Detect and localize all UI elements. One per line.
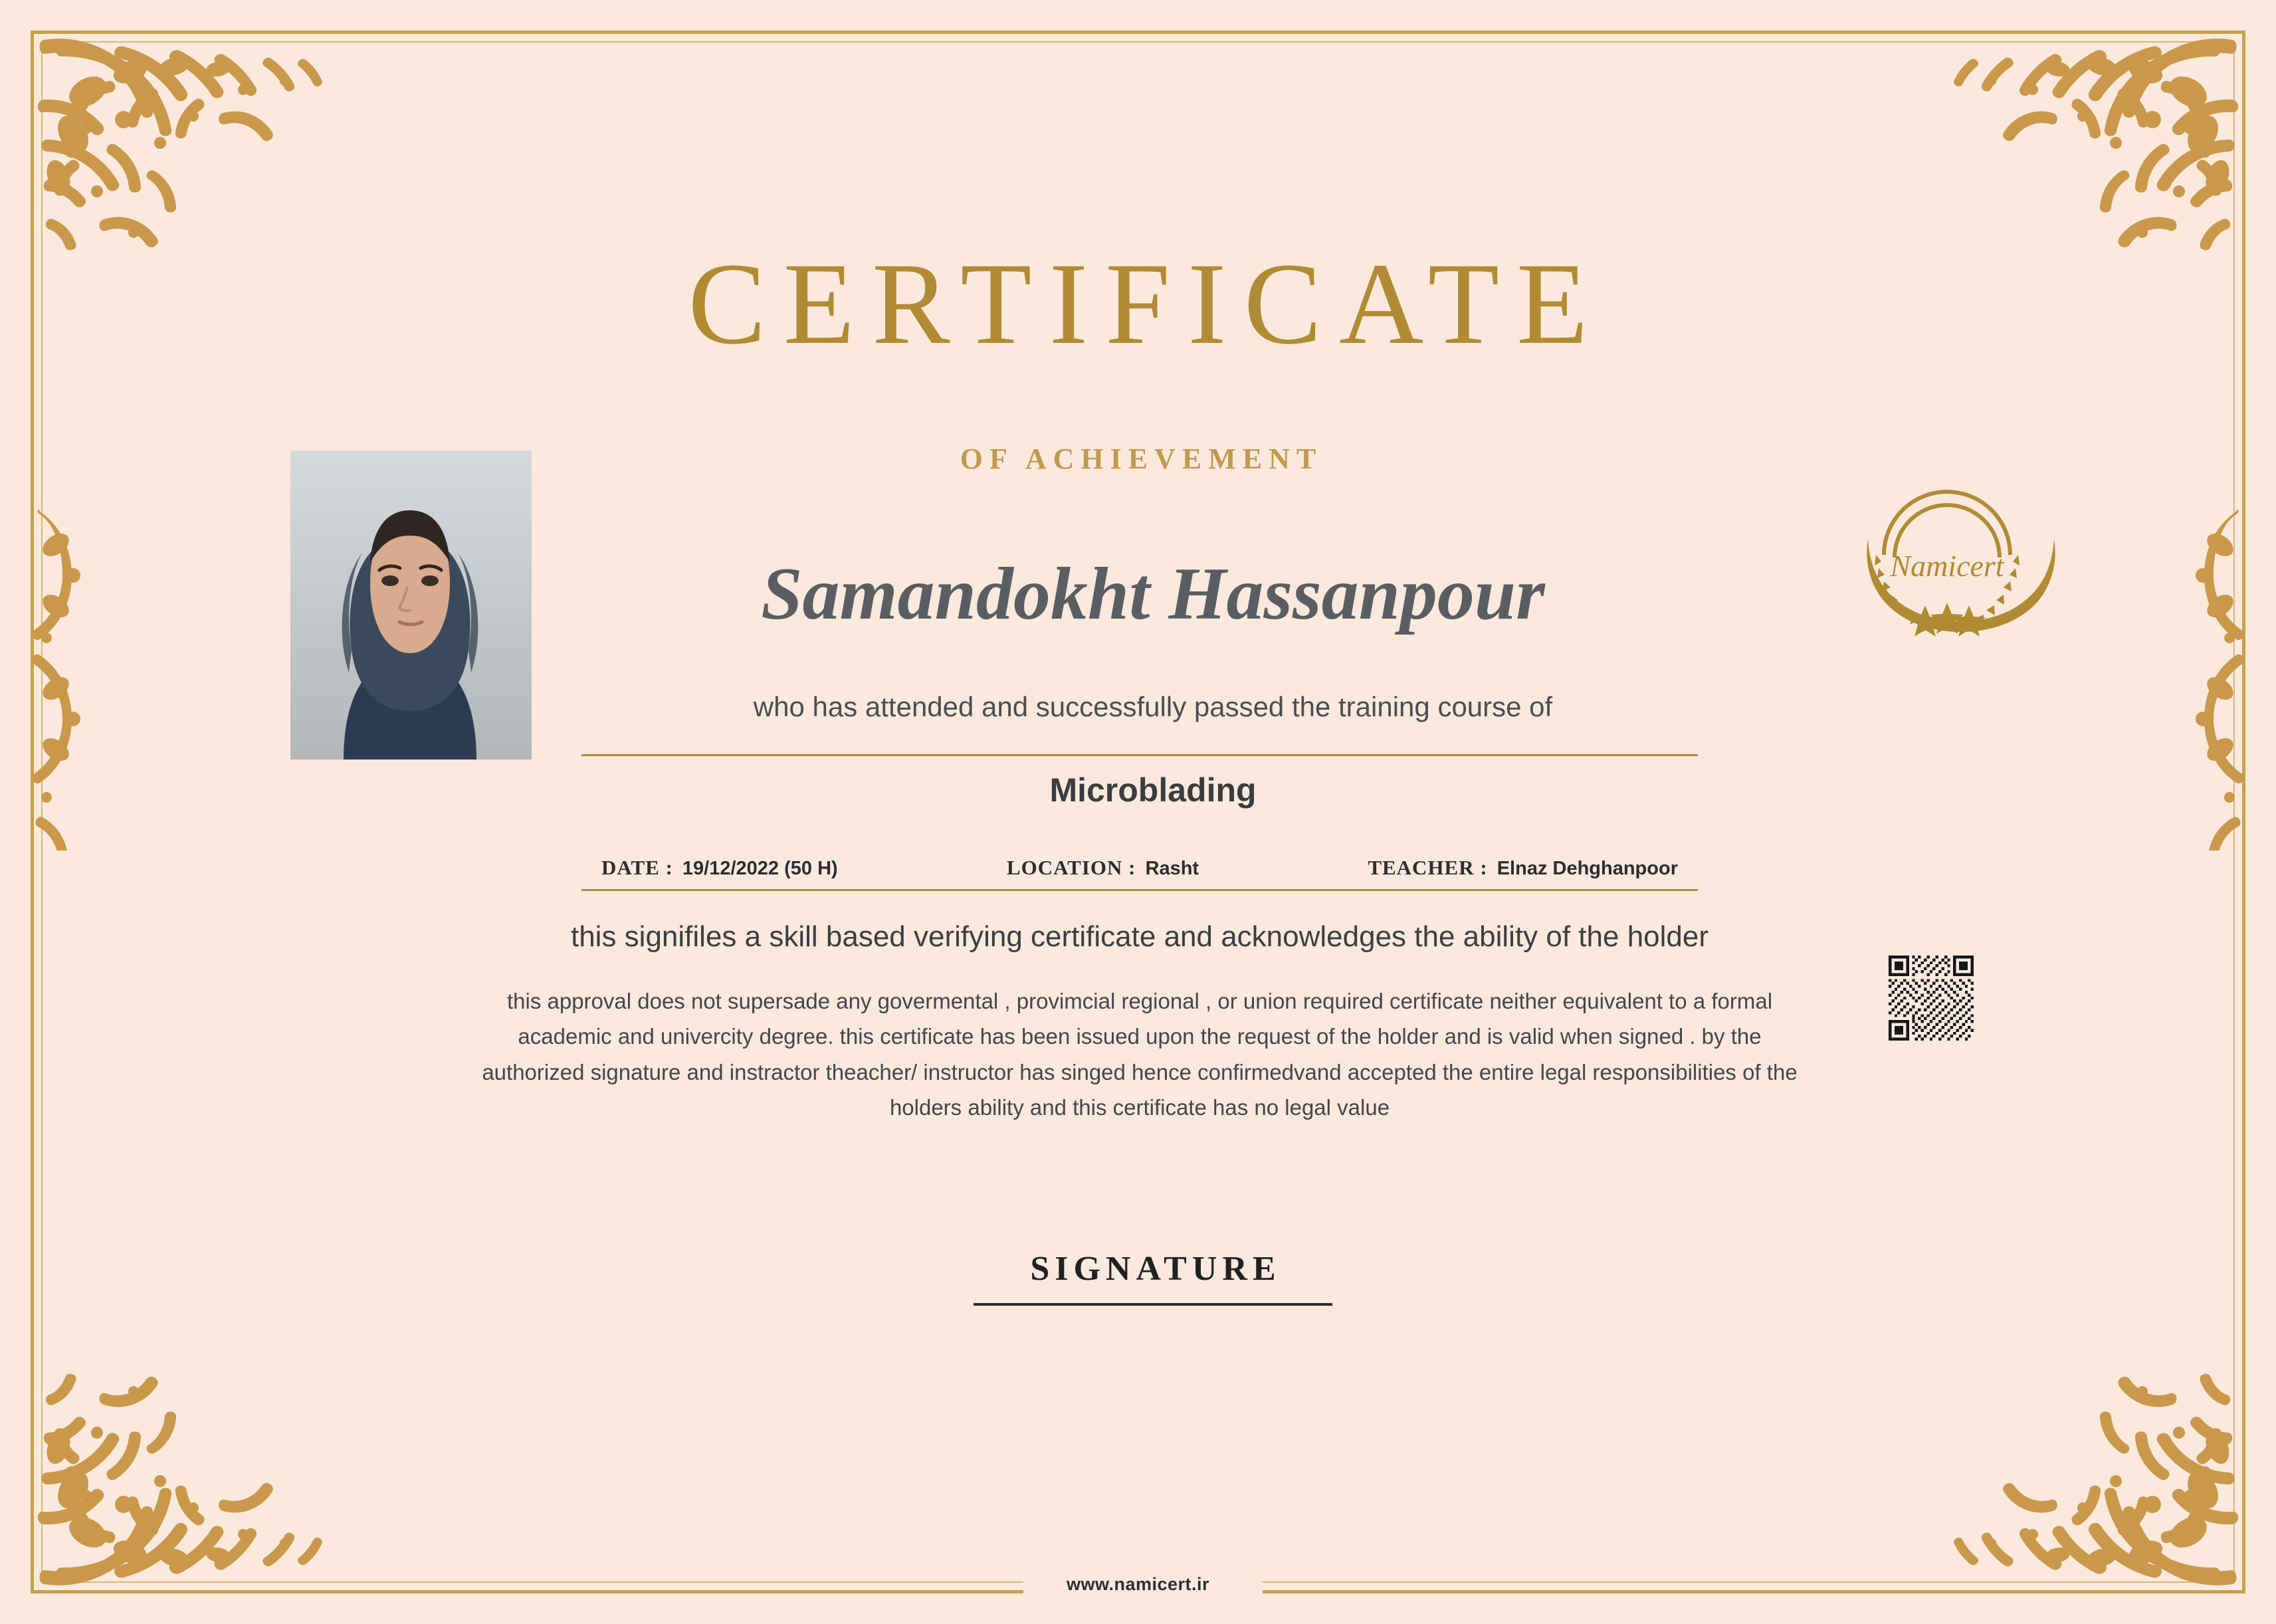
website-url: www.namicert.ir [1066, 1574, 1210, 1594]
meta-date-value: 19/12/2022 (50 H) [682, 858, 838, 879]
recipient-photo [290, 451, 532, 760]
certificate-meta-row [581, 856, 1698, 880]
signifies-line: this signifiles a skill based verifying certificate and acknowledges the ability of the holder [570, 920, 1709, 953]
page-title: CERTIFICATE [688, 239, 1605, 369]
meta-teacher-value: Elnaz Dehghanpoor [1497, 858, 1678, 879]
namicert-seal-logo [1837, 475, 2057, 668]
course-name: Microblading [1049, 771, 1257, 809]
meta-teacher [1368, 856, 1678, 880]
divider-bottom [581, 889, 1698, 891]
qr-code[interactable] [1889, 956, 1974, 1041]
recipient-name: Samandokht Hassanpour [761, 553, 1545, 635]
signature-line [974, 1303, 1332, 1306]
signature-block [797, 1249, 1508, 1306]
meta-location [1007, 856, 1199, 880]
meta-location-label: LOCATION : [1006, 856, 1136, 879]
side-ornament-left [27, 505, 126, 851]
disclaimer-text: this approval does not supersade any govermental , provimcial regional , or union required certificate neither equivalent to a formal academic and univercity degree. this certificate has been issued upon the request of the holder and is valid when signed . by the authorized signature and instractor theacher/ instructor has singed hence confirmedvand accepted the entire legal responsibilities of the holders ability and this certificate has no legal value [482, 989, 1798, 1120]
meta-teacher-label: TEACHER : [1368, 856, 1488, 879]
meta-date [601, 856, 838, 880]
certificate-subtitle: OF ACHIEVEMENT [960, 443, 1323, 475]
divider-top [581, 754, 1698, 756]
meta-date-label: DATE : [601, 856, 673, 879]
attended-line: who has attended and successfully passed the training course of [753, 691, 1553, 722]
meta-location-value: Rasht [1145, 858, 1199, 879]
signature-label: SIGNATURE [1030, 1250, 1281, 1288]
side-ornament-right [2150, 505, 2249, 851]
seal-brand-text: Namicert [1890, 549, 2004, 583]
